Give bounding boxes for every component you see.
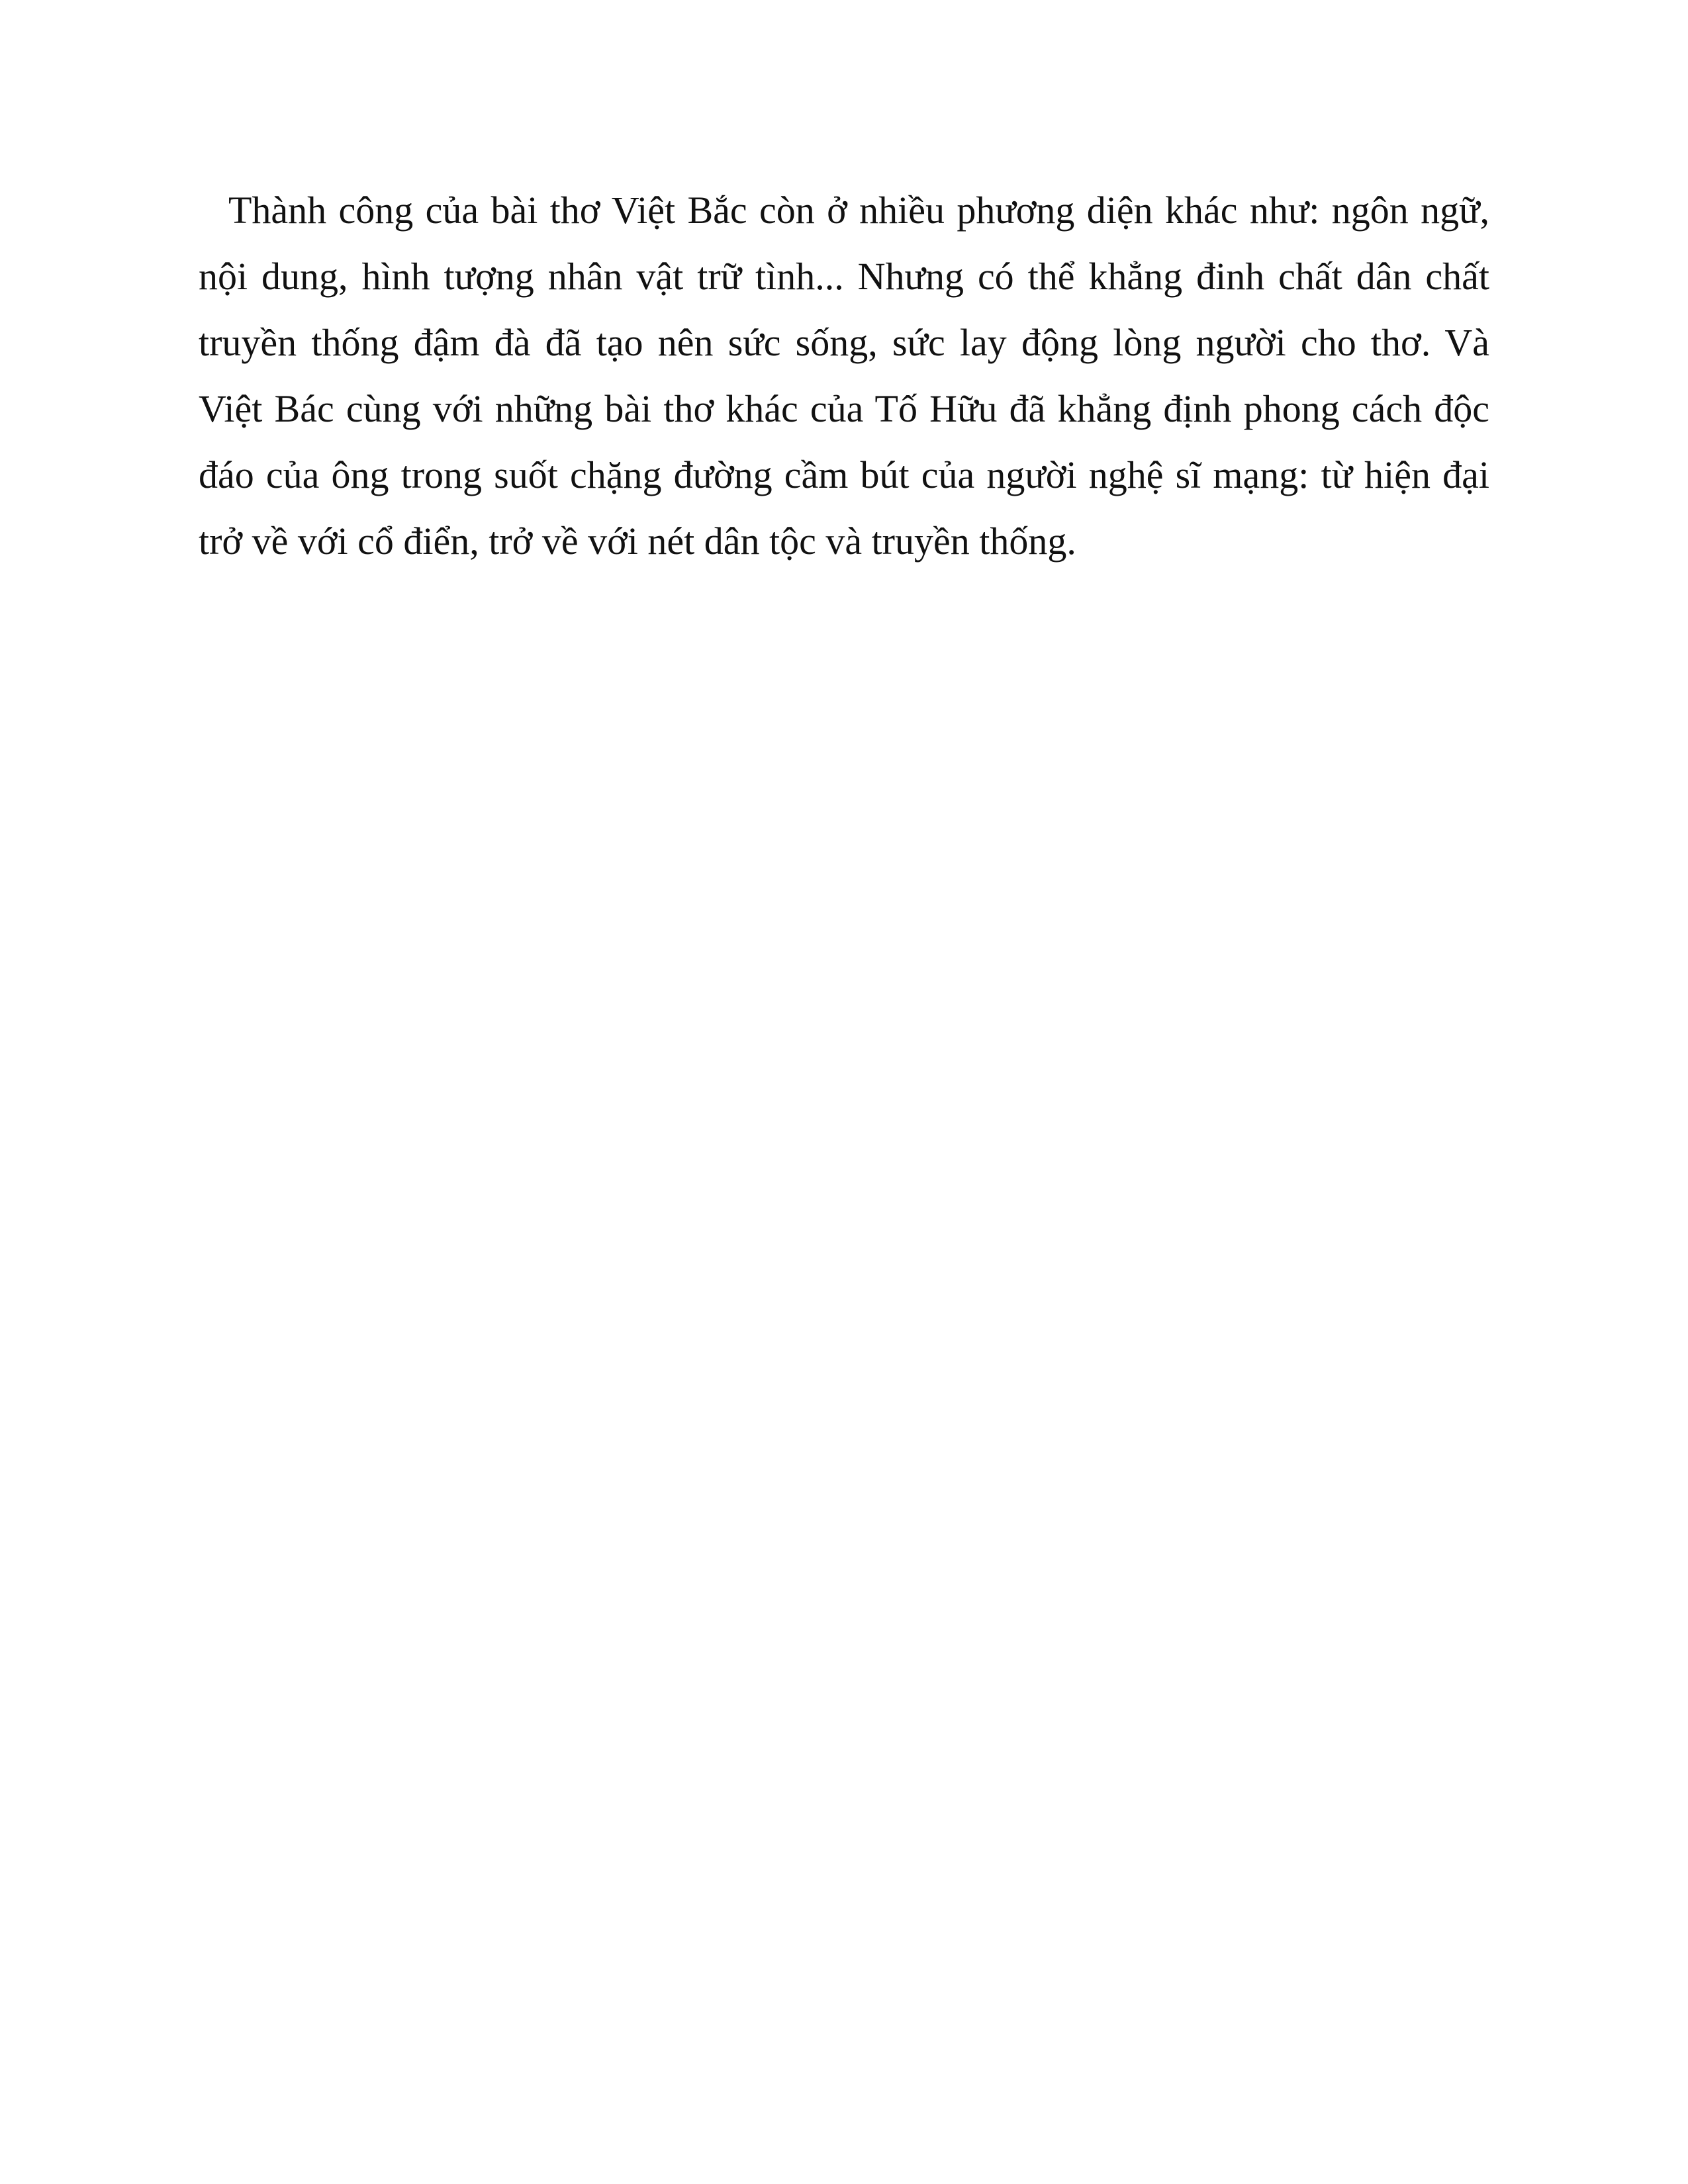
body-paragraph <box>199 177 1489 574</box>
paragraph-line: Việt Bác cùng với những bài thơ khác của Tố Hữu đã khẳng định phong cách độc <box>199 387 1489 430</box>
paragraph-line: trở về với cổ điển, trở về với nét dân tộc và truyền thống. <box>199 520 1076 563</box>
paragraph-line: truyền thống đậm đà đã tạo nên sức sống, sức lay động lòng người cho thơ. Và <box>199 321 1489 364</box>
paragraph-line: nội dung, hình tượng nhân vật trữ tình... Nhưng có thể khẳng đinh chất dân chất <box>199 255 1489 298</box>
paragraph-line: Thành công của bài thơ Việt Bắc còn ở nhiều phương diện khác như: ngôn ngữ, <box>228 189 1489 232</box>
paragraph-line: đáo của ông trong suốt chặng đường cầm bút của người nghệ sĩ mạng: từ hiện đại <box>199 453 1489 496</box>
